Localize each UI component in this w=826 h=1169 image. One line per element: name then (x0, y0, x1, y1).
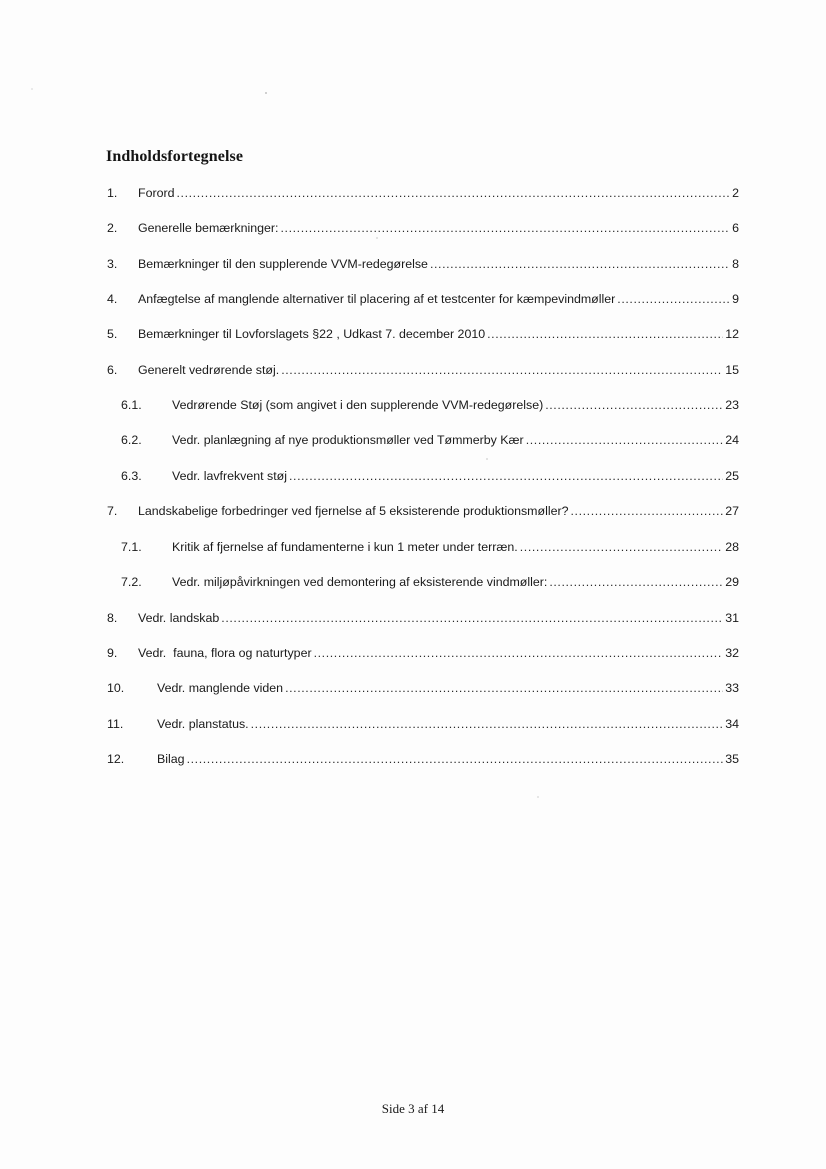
toc-entry-number: 6.3. (121, 469, 142, 483)
toc-entry-page: 28 (725, 540, 739, 554)
toc-entry-page: 31 (725, 611, 739, 625)
toc-entry[interactable] (121, 575, 739, 593)
toc-entry-page: 33 (725, 681, 739, 695)
toc-entry-title: Bemærkninger til Lovforslagets §22 , Udkast 7. december 2010 (138, 327, 486, 341)
toc-entry[interactable] (107, 292, 739, 310)
toc-entry[interactable] (107, 681, 739, 699)
toc-leader-dots (430, 257, 730, 271)
page-number-footer: Side 3 af 14 (381, 1101, 445, 1116)
toc-entry-title: Forord (138, 186, 175, 200)
toc-entry-number: 2. (107, 221, 118, 235)
toc-entry-number: 8. (107, 611, 118, 625)
toc-entry-page: 6 (732, 221, 739, 235)
toc-entry[interactable] (107, 646, 739, 664)
toc-entry-title: Vedr. manglende viden (157, 681, 284, 695)
toc-entry[interactable] (107, 363, 739, 381)
toc-leader-dots (289, 469, 723, 483)
toc-title: Indholdsfortegnelse (106, 148, 244, 165)
toc-leader-dots (617, 292, 730, 306)
toc-entry-title: Vedrørende Støj (som angivet i den supplerende VVM-redegørelse) (172, 398, 544, 412)
toc-entry-title: Vedr. miljøpåvirkningen ved demontering af eksisterende vindmøller: (172, 575, 548, 589)
toc-leader-dots (570, 504, 723, 518)
toc-entry-number: 6.1. (121, 398, 142, 412)
toc-entry-title: Vedr. lavfrekvent støj (172, 469, 288, 483)
toc-entry-title: Vedr. fauna, flora og naturtyper (138, 646, 312, 660)
toc-entry-page: 15 (725, 363, 739, 377)
toc-entry-number: 10. (107, 681, 125, 695)
toc-entry-number: 12. (107, 752, 125, 766)
toc-entry[interactable] (107, 327, 739, 345)
toc-entry-number: 3. (107, 257, 118, 271)
toc-entry-page: 25 (725, 469, 739, 483)
toc-entry-number: 11. (107, 717, 124, 731)
toc-entry[interactable] (107, 257, 739, 275)
toc-leader-dots (545, 398, 723, 412)
toc-entry-number: 6. (107, 363, 118, 377)
toc-entry-title: Generelle bemærkninger: (138, 221, 279, 235)
toc-entry-number: 6.2. (121, 433, 142, 447)
toc-entry-page: 24 (725, 433, 739, 447)
scan-speck (486, 458, 488, 460)
toc-entry-number: 1. (107, 186, 118, 200)
scan-speck (537, 796, 539, 798)
toc-entry[interactable] (121, 469, 739, 487)
toc-entry-title: Generelt vedrørende støj. (138, 363, 280, 377)
toc-entry-page: 9 (732, 292, 739, 306)
toc-entry-number: 9. (107, 646, 118, 660)
toc-leader-dots (549, 575, 723, 589)
toc-entry-title: Kritik af fjernelse af fundamenterne i kun 1 meter under terræn. (172, 540, 518, 554)
toc-entry-page: 34 (725, 717, 739, 731)
scan-speck (31, 88, 33, 90)
toc-entry[interactable] (107, 186, 739, 204)
toc-leader-dots (251, 717, 724, 731)
toc-entry[interactable] (107, 717, 739, 735)
toc-entry-page: 8 (732, 257, 739, 271)
toc-entry-number: 7.2. (121, 575, 142, 589)
toc-entry-number: 7.1. (121, 540, 142, 554)
toc-entry-page: 29 (725, 575, 739, 589)
toc-entry-page: 32 (725, 646, 739, 660)
toc-entry-page: 2 (732, 186, 739, 200)
toc-leader-dots (281, 221, 731, 235)
scan-speck (265, 92, 267, 94)
scan-speck (376, 237, 378, 239)
toc-entry-title: Bilag (157, 752, 185, 766)
toc-leader-dots (526, 433, 724, 447)
toc-entry[interactable] (107, 752, 739, 770)
toc-entry-title: Anfægtelse af manglende alternativer til placering af et testcenter for kæmpevindmøller (138, 292, 616, 306)
toc-entry-number: 5. (107, 327, 118, 341)
toc-entry-title: Bemærkninger til den supplerende VVM-redegørelse (138, 257, 428, 271)
toc-leader-dots (281, 363, 723, 377)
toc-entry-page: 23 (725, 398, 739, 412)
toc-leader-dots (187, 752, 724, 766)
toc-leader-dots (520, 540, 723, 554)
toc-entry[interactable] (121, 398, 739, 416)
toc-entry[interactable] (107, 221, 739, 239)
toc-entry-title: Vedr. planstatus. (157, 717, 249, 731)
toc-leader-dots (314, 646, 724, 660)
toc-leader-dots (487, 327, 723, 341)
toc-leader-dots (285, 681, 723, 695)
toc-entry-title: Vedr. landskab (138, 611, 220, 625)
toc-entry-title: Landskabelige forbedringer ved fjernelse af 5 eksisterende produktionsmøller? (138, 504, 569, 518)
toc-entry[interactable] (121, 540, 739, 558)
toc-entry-number: 7. (107, 504, 118, 518)
toc-leader-dots (177, 186, 731, 200)
toc-entry-title: Vedr. planlægning af nye produktionsmøller ved Tømmerby Kær (172, 433, 524, 447)
toc-entry[interactable] (107, 504, 739, 522)
toc-entry[interactable] (121, 433, 739, 451)
toc-entry-page: 12 (725, 327, 739, 341)
toc-entry-number: 4. (107, 292, 118, 306)
toc-entry-page: 35 (725, 752, 739, 766)
toc-entry[interactable] (107, 611, 739, 629)
toc-entry-page: 27 (725, 504, 739, 518)
toc-leader-dots (221, 611, 723, 625)
